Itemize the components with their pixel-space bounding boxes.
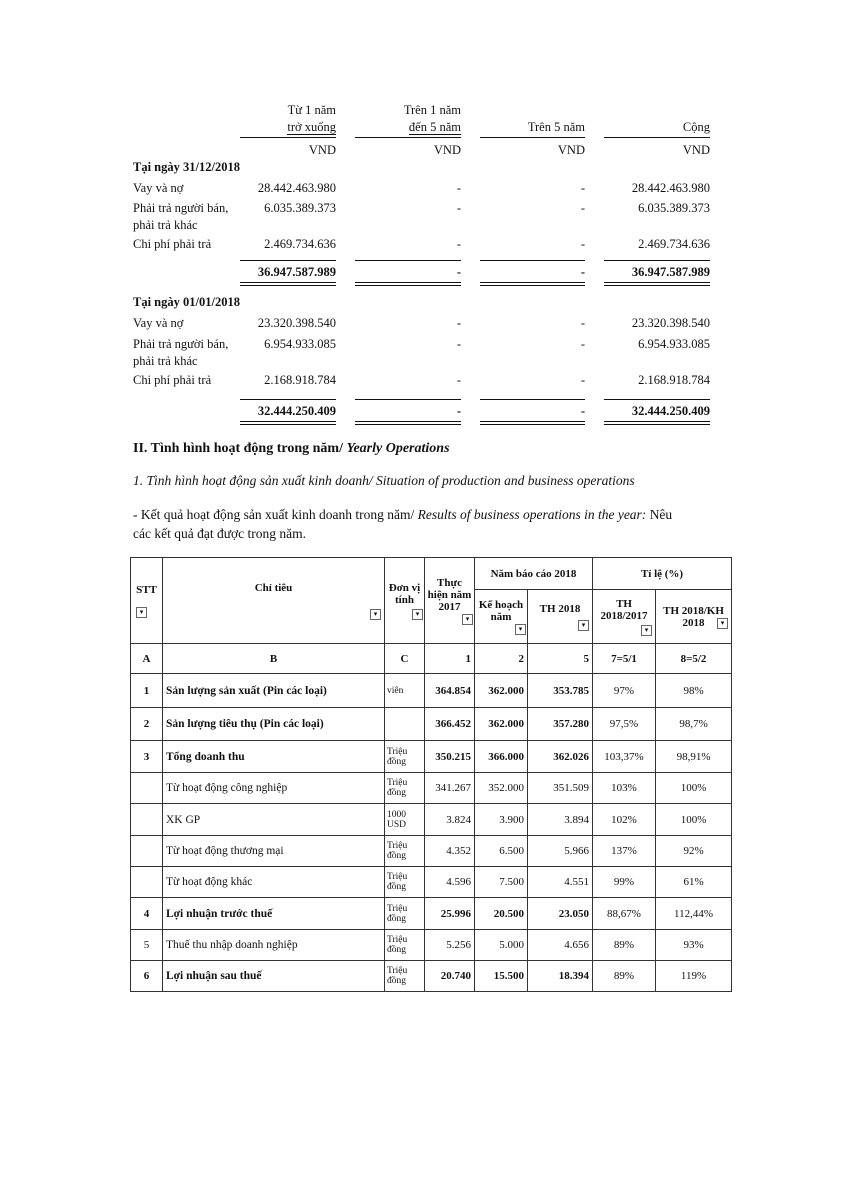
row-stt: 1 xyxy=(131,674,163,708)
row-ratio-2: 61% xyxy=(656,867,732,898)
row-value-th2018: 351.509 xyxy=(528,773,593,804)
row-name: Thuế thu nhập doanh nghiệp xyxy=(163,930,385,961)
header-th-2018: TH 2018 ▾ xyxy=(528,590,593,644)
row-name: Sản lượng tiêu thụ (Pin các loại) xyxy=(163,708,385,741)
header-ti-le: Tỉ lệ (%) xyxy=(593,558,732,590)
row-value-th2018: 4.551 xyxy=(528,867,593,898)
row-label: Chi phí phải trả xyxy=(133,237,212,251)
cell-value: - xyxy=(580,316,585,330)
code-cell: 2 xyxy=(475,644,528,674)
row-ratio-1: 89% xyxy=(593,930,656,961)
code-cell: A xyxy=(131,644,163,674)
row-value-plan: 7.500 xyxy=(475,867,528,898)
code-cell: 5 xyxy=(528,644,593,674)
row-value-th2018: 23.050 xyxy=(528,898,593,930)
table-row xyxy=(131,867,732,898)
row-value-th2018: 353.785 xyxy=(528,674,593,708)
row-stt xyxy=(131,867,163,898)
row-name: Từ hoạt động thương mại xyxy=(163,836,385,867)
filter-dropdown-icon[interactable]: ▾ xyxy=(578,620,589,631)
row-unit: Triệu đồng xyxy=(385,930,425,961)
table-row xyxy=(131,741,732,773)
block-title: Tại ngày 31/12/2018 xyxy=(133,160,240,174)
row-stt xyxy=(131,836,163,867)
col-header-1-line1: Từ 1 năm xyxy=(287,103,336,117)
total-value: 32.444.250.409 xyxy=(631,404,710,418)
header-ke-hoach: Kế hoạch năm ▾ xyxy=(475,590,528,644)
section-heading-en: Yearly Operations xyxy=(346,441,450,456)
operations-table xyxy=(130,557,732,992)
row-ratio-2: 98% xyxy=(656,674,732,708)
row-label: Phải trả người bán, xyxy=(133,337,229,351)
cell-value: 23.320.398.540 xyxy=(631,316,710,330)
col-header-1-line2: trở xuống xyxy=(287,120,336,134)
cell-value: - xyxy=(580,373,585,387)
header-nam-bao-cao: Năm báo cáo 2018 xyxy=(475,558,593,590)
row-stt: 5 xyxy=(131,930,163,961)
cell-value: - xyxy=(456,237,461,251)
row-label-line2: phải trả khác xyxy=(133,218,198,232)
row-value-2017: 4.596 xyxy=(425,867,475,898)
row-value-th2018: 18.394 xyxy=(528,961,593,992)
row-value-2017: 3.824 xyxy=(425,804,475,836)
col-header-2-line1: Trên 1 năm xyxy=(403,103,461,117)
row-label: Vay và nợ xyxy=(133,316,184,330)
block-title: Tại ngày 01/01/2018 xyxy=(133,295,240,309)
cell-value: 2.168.918.784 xyxy=(264,373,336,387)
row-ratio-1: 102% xyxy=(593,804,656,836)
row-label-line2: phải trả khác xyxy=(133,354,198,368)
row-value-th2018: 357.280 xyxy=(528,708,593,741)
row-value-plan: 362.000 xyxy=(475,674,528,708)
currency-label: VND xyxy=(308,143,336,157)
code-cell: 7=5/1 xyxy=(593,644,656,674)
table-row xyxy=(131,961,732,992)
table-row xyxy=(131,930,732,961)
row-ratio-2: 98,91% xyxy=(656,741,732,773)
cell-value: 2.168.918.784 xyxy=(638,373,710,387)
row-ratio-2: 100% xyxy=(656,773,732,804)
filter-dropdown-icon[interactable]: ▾ xyxy=(717,618,728,629)
total-value: 32.444.250.409 xyxy=(257,404,336,418)
table-row xyxy=(131,898,732,930)
header-chi-tieu: Chỉ tiêu ▾ xyxy=(163,558,385,644)
cell-value: - xyxy=(456,201,461,215)
currency-label: VND xyxy=(682,143,710,157)
row-ratio-1: 97,5% xyxy=(593,708,656,741)
cell-value: 2.469.734.636 xyxy=(264,237,336,251)
row-name: Từ hoạt động công nghiệp xyxy=(163,773,385,804)
row-ratio-2: 98,7% xyxy=(656,708,732,741)
filter-dropdown-icon[interactable]: ▾ xyxy=(641,625,652,636)
cell-value: 28.442.463.980 xyxy=(631,181,710,195)
filter-dropdown-icon[interactable]: ▾ xyxy=(136,607,147,618)
col-header-3: Trên 5 năm xyxy=(527,120,585,134)
row-name: Từ hoạt động khác xyxy=(163,867,385,898)
row-unit: Triệu đồng xyxy=(385,961,425,992)
code-cell: 8=5/2 xyxy=(656,644,732,674)
cell-value: - xyxy=(456,316,461,330)
cell-value: - xyxy=(580,237,585,251)
row-stt xyxy=(131,804,163,836)
code-cell: 1 xyxy=(425,644,475,674)
filter-dropdown-icon[interactable]: ▾ xyxy=(515,624,526,635)
header-don-vi: Đơn vị tính ▾ xyxy=(385,558,425,644)
row-stt xyxy=(131,773,163,804)
code-cell: B xyxy=(163,644,385,674)
row-ratio-1: 99% xyxy=(593,867,656,898)
row-value-plan: 15.500 xyxy=(475,961,528,992)
row-value-plan: 366.000 xyxy=(475,741,528,773)
row-ratio-1: 88,67% xyxy=(593,898,656,930)
section-heading-vi: II. Tình hình hoạt động trong năm/ xyxy=(133,441,347,456)
row-value-2017: 366.452 xyxy=(425,708,475,741)
cell-value: - xyxy=(580,201,585,215)
row-ratio-1: 103% xyxy=(593,773,656,804)
row-ratio-2: 112,44% xyxy=(656,898,732,930)
table-row xyxy=(131,773,732,804)
cell-value: - xyxy=(456,373,461,387)
row-stt: 2 xyxy=(131,708,163,741)
row-ratio-2: 119% xyxy=(656,961,732,992)
paragraph-line1 xyxy=(133,507,672,523)
row-stt: 4 xyxy=(131,898,163,930)
row-name: Lợi nhuận trước thuế xyxy=(163,898,385,930)
row-name: Tổng doanh thu xyxy=(163,741,385,773)
row-value-plan: 362.000 xyxy=(475,708,528,741)
row-value-plan: 6.500 xyxy=(475,836,528,867)
row-stt: 3 xyxy=(131,741,163,773)
cell-value: - xyxy=(456,337,461,351)
row-value-2017: 20.740 xyxy=(425,961,475,992)
cell-value: - xyxy=(456,181,461,195)
row-unit: 1000 USD xyxy=(385,804,425,836)
code-row xyxy=(131,644,732,674)
header-th-ratio-2: TH 2018/KH 2018 ▾ xyxy=(656,590,732,644)
row-unit: Triệu đồng xyxy=(385,867,425,898)
row-stt: 6 xyxy=(131,961,163,992)
row-unit: Triệu đồng xyxy=(385,898,425,930)
filter-dropdown-icon[interactable]: ▾ xyxy=(412,609,423,620)
row-value-2017: 350.215 xyxy=(425,741,475,773)
col-header-4: Cộng xyxy=(682,120,710,134)
paragraph-text: - Kết quả hoạt động sản xuất kinh doanh trong năm/ xyxy=(133,507,418,522)
row-value-plan: 20.500 xyxy=(475,898,528,930)
table-row xyxy=(131,836,732,867)
subsection-heading: 1. Tình hình hoạt động sản xuất kinh doanh/ Situation of production and business operations xyxy=(133,473,635,488)
row-value-th2018: 4.656 xyxy=(528,930,593,961)
row-unit: Triệu đồng xyxy=(385,741,425,773)
currency-label: VND xyxy=(433,143,461,157)
row-ratio-1: 97% xyxy=(593,674,656,708)
row-value-2017: 364.854 xyxy=(425,674,475,708)
row-value-th2018: 362.026 xyxy=(528,741,593,773)
row-value-2017: 341.267 xyxy=(425,773,475,804)
header-stt: STT ▾ xyxy=(131,558,163,644)
header-th-ratio-1: TH 2018/2017 ▾ xyxy=(593,590,656,644)
row-name: Sản lượng sản xuất (Pin các loại) xyxy=(163,674,385,708)
row-unit xyxy=(385,708,425,741)
total-value: - xyxy=(456,265,461,279)
row-ratio-2: 93% xyxy=(656,930,732,961)
total-value: - xyxy=(456,404,461,418)
row-label: Vay và nợ xyxy=(133,181,184,195)
row-value-th2018: 3.894 xyxy=(528,804,593,836)
currency-label: VND xyxy=(557,143,585,157)
total-value: 36.947.587.989 xyxy=(257,265,336,279)
table-row xyxy=(131,674,732,708)
row-label: Phải trả người bán, xyxy=(133,201,229,215)
row-ratio-1: 137% xyxy=(593,836,656,867)
cell-value: 6.035.389.373 xyxy=(638,201,710,215)
row-unit: viên xyxy=(385,674,425,708)
cell-value: 6.035.389.373 xyxy=(264,201,336,215)
row-ratio-1: 103,37% xyxy=(593,741,656,773)
row-ratio-2: 100% xyxy=(656,804,732,836)
code-cell: C xyxy=(385,644,425,674)
total-value: - xyxy=(580,404,585,418)
table-row xyxy=(131,804,732,836)
row-value-th2018: 5.966 xyxy=(528,836,593,867)
cell-value: - xyxy=(580,181,585,195)
row-name: Lợi nhuận sau thuế xyxy=(163,961,385,992)
cell-value: 28.442.463.980 xyxy=(257,181,336,195)
paragraph-text-en: Results of business operations in the year: xyxy=(417,507,647,522)
row-value-2017: 25.996 xyxy=(425,898,475,930)
row-ratio-2: 92% xyxy=(656,836,732,867)
cell-value: 23.320.398.540 xyxy=(257,316,336,330)
row-name: XK GP xyxy=(163,804,385,836)
row-value-plan: 3.900 xyxy=(475,804,528,836)
total-value: - xyxy=(580,265,585,279)
col-header-2-line2: đến 5 năm xyxy=(408,120,461,134)
table-row xyxy=(131,708,732,741)
row-label: Chi phí phải trả xyxy=(133,373,212,387)
filter-dropdown-icon[interactable]: ▾ xyxy=(462,614,473,625)
row-value-2017: 4.352 xyxy=(425,836,475,867)
total-value: 36.947.587.989 xyxy=(631,265,710,279)
section-heading xyxy=(133,441,450,457)
filter-dropdown-icon[interactable]: ▾ xyxy=(370,609,381,620)
row-unit: Triệu đồng xyxy=(385,773,425,804)
cell-value: 6.954.933.085 xyxy=(264,337,336,351)
cell-value: 6.954.933.085 xyxy=(638,337,710,351)
cell-value: - xyxy=(580,337,585,351)
paragraph-text: Nêu xyxy=(646,507,673,522)
row-unit: Triệu đồng xyxy=(385,836,425,867)
row-value-plan: 5.000 xyxy=(475,930,528,961)
paragraph-line2: các kết quả đạt được trong năm. xyxy=(133,526,307,541)
row-value-plan: 352.000 xyxy=(475,773,528,804)
row-value-2017: 5.256 xyxy=(425,930,475,961)
header-thuc-hien-2017: Thực hiện năm 2017 ▾ xyxy=(425,558,475,644)
cell-value: 2.469.734.636 xyxy=(638,237,710,251)
row-ratio-1: 89% xyxy=(593,961,656,992)
